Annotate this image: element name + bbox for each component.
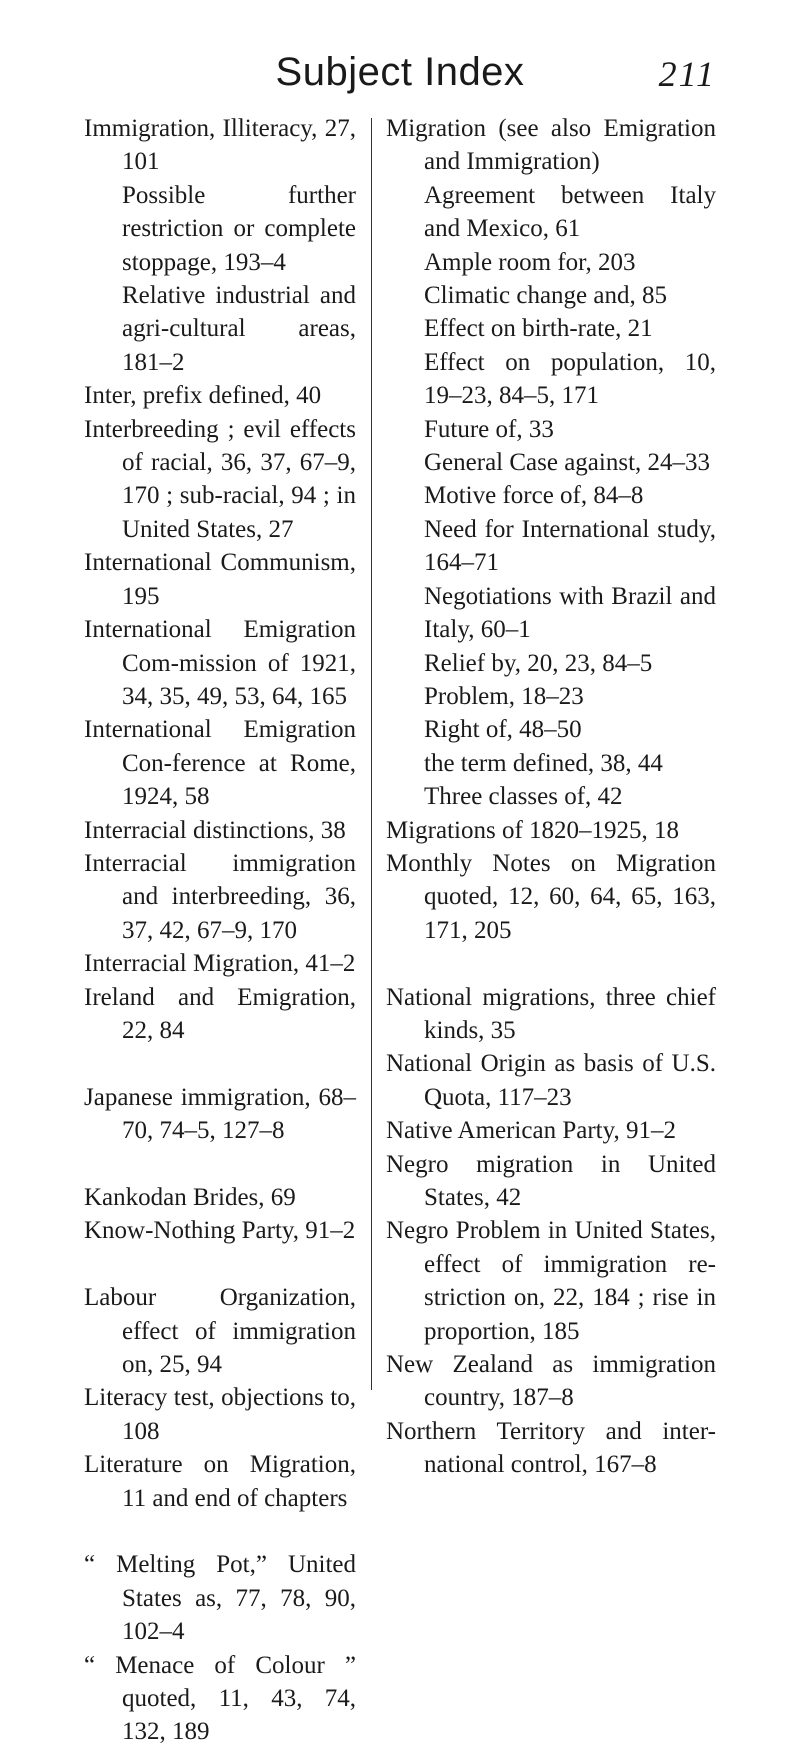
index-entry: Literacy test, objections to, 108 bbox=[84, 1384, 356, 1445]
page-title: Subject Index bbox=[275, 50, 525, 94]
index-entry: Kankodan Brides, 69 bbox=[84, 1183, 296, 1211]
index-entry: Negro migration in United States, 42 bbox=[386, 1150, 716, 1211]
index-entry: International Emigration Com-mission of 1921, 34, 35, 49, 53, 64, 165 bbox=[84, 616, 356, 710]
index-entry: Migration (see also Emigration and Immigration) bbox=[386, 115, 716, 176]
right-column bbox=[386, 112, 716, 1482]
index-subentry: Problem, 18–23 bbox=[424, 682, 584, 710]
index-entry: Labour Organization, effect of immigration on, 25, 94 bbox=[84, 1284, 356, 1378]
section-gap bbox=[84, 1248, 356, 1281]
section-gap bbox=[84, 1047, 356, 1080]
index-entry: Literature on Migration, 11 and end of chapters bbox=[84, 1451, 356, 1512]
index-entry: “ Melting Pot,” United States as, 77, 78, 90, 102–4 bbox=[84, 1551, 356, 1646]
left-column bbox=[84, 112, 356, 1749]
index-entry: Inter, prefix defined, 40 bbox=[84, 382, 322, 410]
index-subentry: Climatic change and, 85 bbox=[424, 282, 667, 310]
index-entry: National migrations, three chief kinds, 35 bbox=[386, 983, 716, 1044]
section-gap bbox=[386, 947, 716, 980]
index-entry: Northern Territory and inter-national control, 167–8 bbox=[386, 1417, 716, 1479]
section-gap bbox=[84, 1148, 356, 1181]
page-header bbox=[0, 44, 800, 104]
index-subentry: the term defined, 38, 44 bbox=[424, 749, 663, 777]
index-entry: Migrations of 1820–1925, 18 bbox=[386, 816, 680, 844]
index-entry: Japanese immigration, 68–70, 74–5, 127–8 bbox=[84, 1083, 356, 1145]
section-gap bbox=[84, 1515, 356, 1548]
index-entry: Native American Party, 91–2 bbox=[386, 1117, 676, 1145]
index-entry: “ Menace of Colour ” quoted, 11, 43, 74, 132, 189 bbox=[84, 1651, 356, 1746]
index-subentry: Relative industrial and agri-cultural areas, 181–2 bbox=[122, 282, 356, 376]
index-subentry: Effect on population, 10, 19–23, 84–5, 171 bbox=[424, 348, 716, 410]
index-entry: Ireland and Emigration, 22, 84 bbox=[84, 983, 356, 1044]
index-entry: Interracial Migration, 41–2 bbox=[84, 950, 356, 978]
index-entry: Interracial distinctions, 38 bbox=[84, 816, 346, 844]
index-subentry: Ample room for, 203 bbox=[424, 248, 636, 276]
index-subentry: Need for International study, 164–71 bbox=[424, 515, 716, 577]
index-entry: Negro Problem in United States, effect of immigration re-striction on, 22, 184 ; rise in proportion, 185 bbox=[386, 1217, 716, 1345]
index-subentry: Negotiations with Brazil and Italy, 60–1 bbox=[424, 582, 716, 644]
index-subentry: Future of, 33 bbox=[424, 415, 554, 443]
index-subentry: General Case against, 24–33 bbox=[424, 449, 711, 477]
index-subentry: Motive force of, 84–8 bbox=[424, 482, 644, 510]
index-subentry: Agreement between Italy and Mexico, 61 bbox=[424, 181, 716, 243]
column-divider bbox=[371, 118, 372, 1390]
page-number: 211 bbox=[658, 54, 716, 94]
index-entry: Monthly Notes on Migration quoted, 12, 60, 64, 65, 163, 171, 205 bbox=[386, 849, 716, 944]
index-entry: National Origin as basis of U.S. Quota, 117–23 bbox=[386, 1050, 716, 1111]
index-entry: International Communism, 195 bbox=[84, 549, 356, 610]
index-entry: Interracial immigration and interbreeding, 36, 37, 42, 67–9, 170 bbox=[84, 849, 356, 944]
index-entry: New Zealand as immigration country, 187–8 bbox=[386, 1351, 716, 1412]
index-entry: International Emigration Con-ference at Rome, 1924, 58 bbox=[84, 716, 356, 811]
index-subentry: Possible further restriction or complete stoppage, 193–4 bbox=[122, 181, 356, 276]
index-entry: Immigration, Illiteracy, 27, 101 bbox=[84, 115, 356, 176]
index-subentry: Effect on birth-rate, 21 bbox=[424, 315, 653, 343]
index-entry: Interbreeding ; evil effects of racial, 36, 37, 67–9, 170 ; sub-racial, 94 ; in United States, 27 bbox=[84, 415, 356, 543]
index-subentry: Right of, 48–50 bbox=[424, 716, 582, 744]
index-subentry: Relief by, 20, 23, 84–5 bbox=[424, 649, 653, 677]
index-entry: Know-Nothing Party, 91–2 bbox=[84, 1217, 356, 1245]
index-subentry: Three classes of, 42 bbox=[424, 783, 623, 811]
